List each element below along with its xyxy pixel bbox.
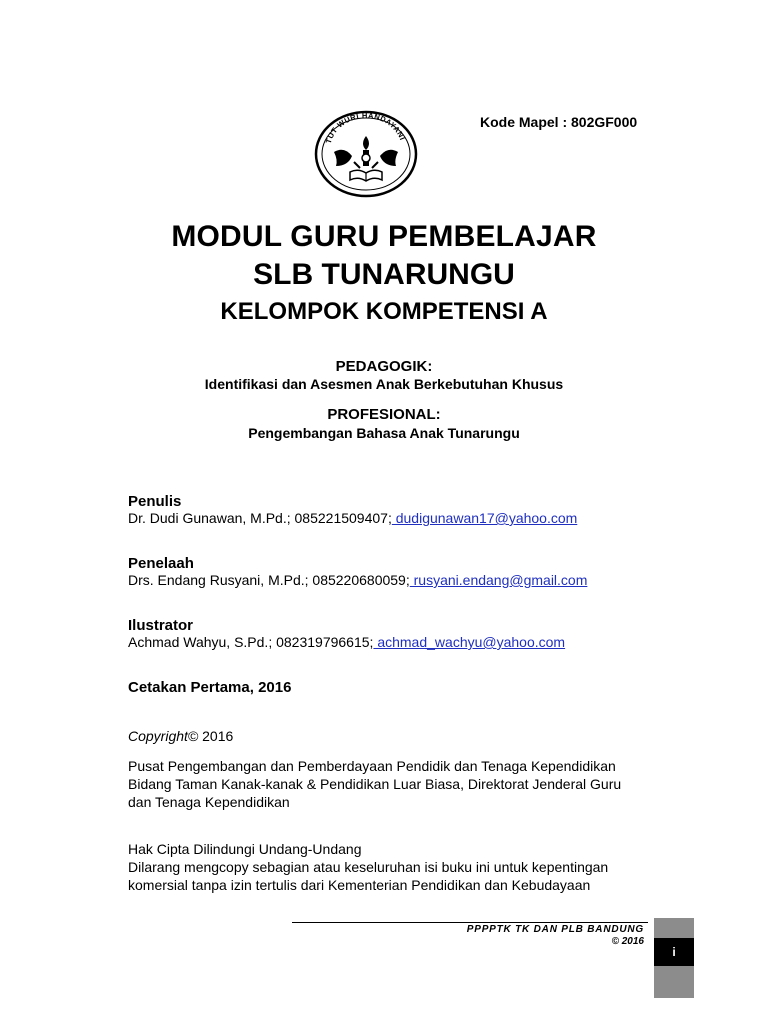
penelaah-label: Penelaah [128,555,194,572]
penelaah-detail [128,572,587,588]
footer-org: PPPPTK TK DAN PLB BANDUNG [466,924,644,935]
footer-year: © 2016 [611,936,644,947]
penelaah-email-link[interactable]: rusyani.endang@gmail.com [409,572,588,588]
profesional-heading: PROFESIONAL: [327,406,441,423]
rights-line-1: Hak Cipta Dilindungi Undang-Undang [128,841,362,857]
title-line-1: MODUL GURU PEMBELAJAR [171,220,597,253]
pedagogik-topic: Identifikasi dan Asesmen Anak Berkebutuhan Khusus [204,376,564,392]
rights-block [128,840,648,894]
ilustrator-email-link[interactable]: achmad_wachyu@yahoo.com [373,634,566,650]
ilustrator-detail [128,634,565,650]
tut-wuri-handayani-emblem-icon [314,110,418,200]
penulis-info: Dr. Dudi Gunawan, M.Pd.; 085221509407; [128,510,392,526]
copyright-word: Copyright© [128,728,199,744]
title-line-2: SLB TUNARUNGU [253,258,515,291]
rights-line-2: Dilarang mengcopy sebagian atau keseluruhan isi buku ini untuk kepentingan [128,859,609,875]
cetakan: Cetakan Pertama, 2016 [128,679,292,696]
kode-mapel: Kode Mapel : 802GF000 [480,114,638,130]
rights-line-3: komersial tanpa izin tertulis dari Kementerian Pendidikan dan Kebudayaan [128,877,591,893]
svg-text:TUT WURI HANDAYANI: TUT WURI HANDAYANI [323,110,408,145]
pedagogik-heading: PEDAGOGIK: [335,358,433,375]
publisher-line-2: Bidang Taman Kanak-kanak & Pendidikan Luar Biasa, Direktorat Jenderal Guru [128,776,622,792]
ilustrator-info: Achmad Wahyu, S.Pd.; 082319796615; [128,634,374,650]
footer-divider [292,922,648,923]
profesional-topic: Pengembangan Bahasa Anak Tunarungu [248,425,520,441]
penulis-detail [128,510,577,526]
page-number: i [654,938,694,966]
title-line-3: KELOMPOK KOMPETENSI A [220,298,548,325]
ilustrator-label: Ilustrator [128,617,194,634]
penulis-label: Penulis [128,493,182,510]
copyright [128,727,648,745]
copyright-year: 2016 [198,728,234,744]
penulis-email-link[interactable]: dudigunawan17@yahoo.com [391,510,578,526]
publisher-line-3: dan Tenaga Kependidikan [128,794,290,810]
publisher-block [128,757,648,811]
penelaah-info: Drs. Endang Rusyani, M.Pd.; 085220680059; [128,572,410,588]
publisher-line-1: Pusat Pengembangan dan Pemberdayaan Pendidik dan Tenaga Kependidikan [128,758,616,774]
